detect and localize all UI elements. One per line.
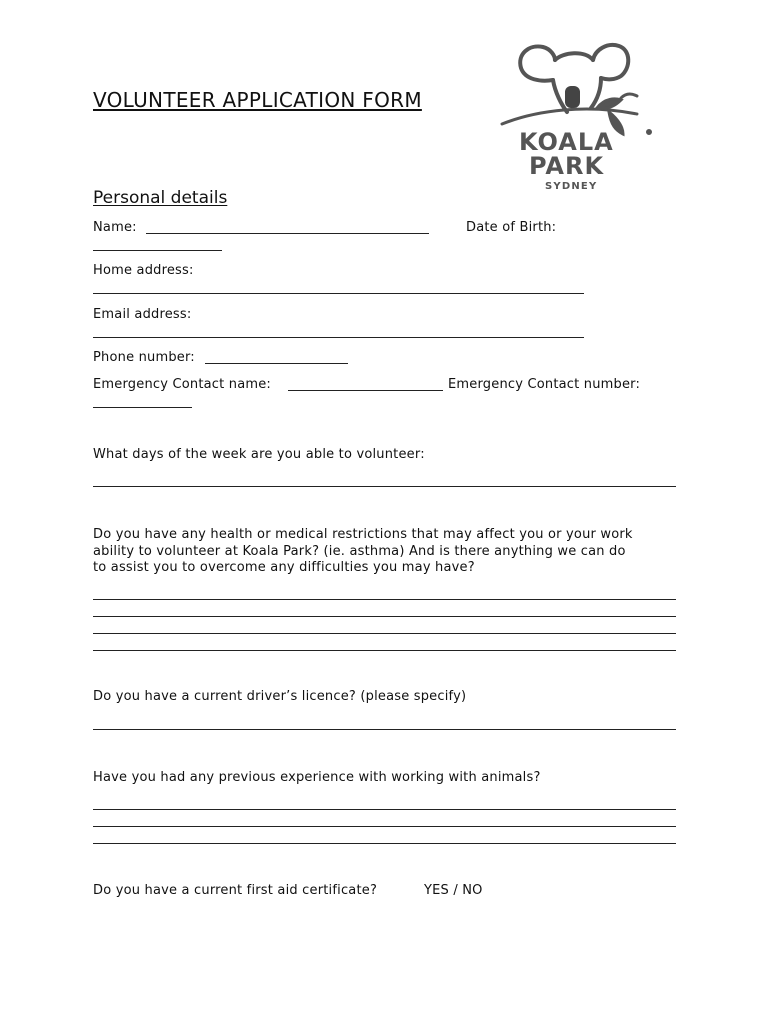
name-label: Name:	[93, 220, 137, 235]
first-aid-options[interactable]: YES / NO	[424, 883, 483, 898]
koala-park-logo	[497, 38, 662, 198]
email-label: Email address:	[93, 307, 192, 322]
koala-nose	[565, 86, 580, 108]
licence-question: Do you have a current driver’s licence? (please specify)	[93, 689, 467, 704]
phone-field[interactable]	[205, 363, 348, 364]
logo-line1: KOALA	[519, 128, 614, 156]
animals-question: Have you had any previous experience with working with animals?	[93, 770, 541, 785]
phone-label: Phone number:	[93, 350, 195, 365]
animals-answer-line[interactable]	[93, 843, 676, 844]
health-answer-line[interactable]	[93, 599, 676, 600]
emergency-name-label: Emergency Contact name:	[93, 377, 272, 392]
form-title: VOLUNTEER APPLICATION FORM	[93, 88, 422, 112]
licence-answer-line[interactable]	[93, 729, 676, 730]
health-answer-line[interactable]	[93, 650, 676, 651]
health-answer-line[interactable]	[93, 633, 676, 634]
logo-line3: SYDNEY	[545, 181, 598, 192]
first-aid-question: Do you have a current first aid certificate?	[93, 883, 378, 898]
days-question: What days of the week are you able to volunteer:	[93, 447, 425, 462]
emergency-number-label: Emergency Contact number:	[448, 377, 641, 392]
logo-line2: PARK	[529, 152, 605, 180]
days-answer-line[interactable]	[93, 486, 676, 487]
animals-answer-line[interactable]	[93, 809, 676, 810]
health-question-line1: Do you have any health or medical restrictions that may affect you or your work	[93, 527, 633, 542]
email-field[interactable]	[93, 337, 584, 338]
health-answer-line[interactable]	[93, 616, 676, 617]
section-heading: Personal details	[93, 188, 228, 208]
home-address-field[interactable]	[93, 293, 584, 294]
dob-label: Date of Birth:	[466, 220, 557, 235]
emergency-name-field[interactable]	[288, 390, 443, 391]
emergency-number-field[interactable]	[93, 407, 192, 408]
dob-field[interactable]	[93, 250, 222, 251]
animals-answer-line[interactable]	[93, 826, 676, 827]
home-address-label: Home address:	[93, 263, 194, 278]
name-field[interactable]	[146, 233, 429, 234]
health-question-line2: ability to volunteer at Koala Park? (ie. asthma) And is there anything we can do	[93, 544, 626, 559]
health-question-line3: to assist you to overcome any difficulties you may have?	[93, 560, 475, 575]
